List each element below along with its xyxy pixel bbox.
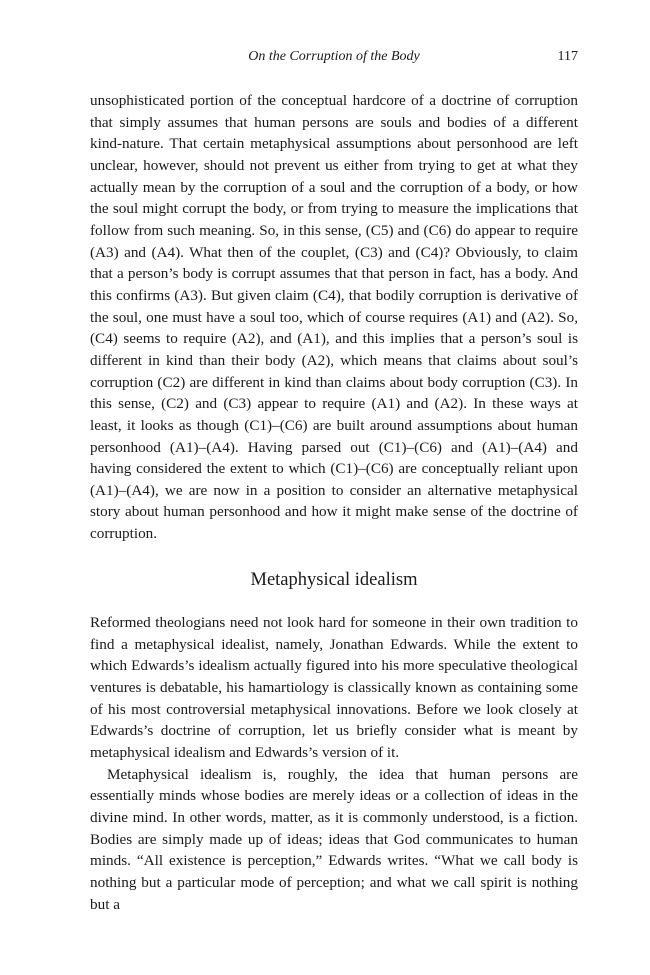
paragraph-3: Metaphysical idealism is, roughly, the idea that human persons are essentially minds whose bodies are merely ideas or a collection of ideas in the divine mind. In other words, matter, as it is commonly understood, is a fiction. Bodies are simply made up of ideas; ideas that God communicates to human minds. “All existence is perception,” Edwards writes. “What we call body is nothing but a particular mode of perception; and what we call spirit is nothing but a — [90, 765, 578, 913]
body-text-section — [90, 612, 578, 915]
running-title: On the Corruption of the Body — [248, 49, 420, 64]
page-number: 117 — [557, 49, 578, 64]
paragraph-1: unsophisticated portion of the conceptual hardcore of a doctrine of corruption that simply assumes that human persons are souls and bodies of a different kind-nature. That certain metaphysical assumptions about personhood are left unclear, however, should not prevent us either from trying to get at what they actually mean by the corruption of a soul and the corruption of a body, or how the soul might corrupt the body, or from trying to measure the implications that follow from such meaning. So, in this sense, (C5) and (C6) do appear to require (A3) and (A4). What then of the couplet, (C3) and (C4)? Obviously, to claim that a person’s body is corrupt assumes that that person in fact, has a body. And this confirms (A3). But given claim (C4), that bodily corruption is derivative of the soul, one must have a soul too, which of course requires (A1) and (A2). So, (C4) seems to require (A2), and (A1), and this implies that a person’s soul is different in kind than their body (A2), which means that claims about soul’s corruption (C2) are different in kind than claims about body corruption (C3). In this sense, (C2) and (C3) appear to require (A1) and (A2). In these ways at least, it looks as though (C1)–(C6) are built around assumptions about human personhood (A1)–(A4). Having parsed out (C1)–(C6) and (A1)–(A4) and having considered the extent to which (C1)–(C6) are conceptually reliant upon (A1)–(A4), we are now in a position to consider an alternative metaphysical story about human personhood and how it might make sense of the doctrine of corruption. — [90, 92, 578, 543]
running-head — [0, 47, 650, 67]
section-heading: Metaphysical idealism — [250, 570, 418, 590]
paragraph-2: Reformed theologians need not look hard for someone in their own tradition to find a metaphysical idealist, namely, Jonathan Edwards. While the extent to which Edwards’s idealism actually figured into his more speculative theological ventures is debatable, his hamartiology is classically known as containing some of his most controversial metaphysical innovations. Before we look closely at Edwards’s doctrine of corruption, let us briefly consider what is meant by metaphysical idealism and Edwards’s version of it. — [90, 614, 578, 761]
body-text-top — [90, 90, 578, 545]
